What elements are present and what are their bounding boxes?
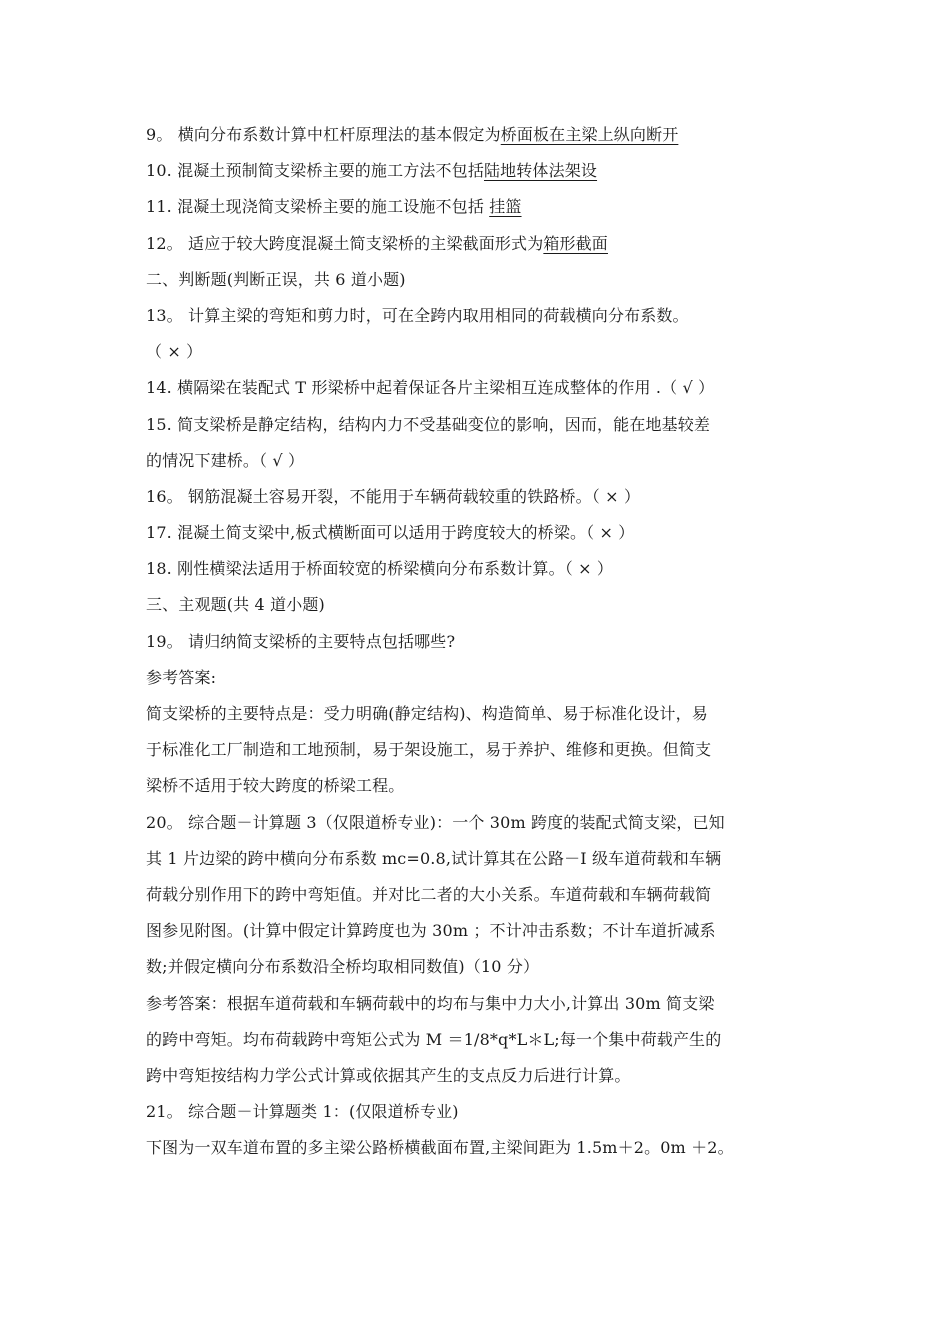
section-heading-judgment: 二、判断题(判断正误，共 6 道小题) xyxy=(146,269,406,289)
question-15-cont: 的情况下建桥。（ √ ） xyxy=(146,450,305,470)
answer-19-line-1: 简支梁桥的主要特点是：受力明确(静定结构)、构造简单、易于标准化设计，易 xyxy=(146,704,708,723)
question-20-line-2: 其 1 片边梁的跨中横向分布系数 mc=0.8,试计算其在公路－I 级车道荷载和车辆 xyxy=(146,848,722,868)
question-19: 19。 请归纳简支梁桥的主要特点包括哪些? xyxy=(146,631,456,651)
reference-answer-label: 参考答案: xyxy=(146,667,217,687)
question-16: 16。 钢筋混凝土容易开裂，不能用于车辆荷载较重的铁路桥。（ × ） xyxy=(146,486,641,506)
question-20-line-5: 数;并假定横向分布系数沿全桥均取相同数值)（10 分） xyxy=(146,957,540,977)
question-21: 21。 综合题－计算题类 1：(仅限道桥专业) xyxy=(146,1102,459,1122)
answer-20-line-2: 的跨中弯矩。均布荷载跨中弯矩公式为 M ＝1/8*q*L＊L;每一个集中荷载产生的 xyxy=(146,1029,722,1049)
question-20-line-4: 图参见附图。(计算中假定计算跨度也为 30m ；不计冲击系数；不计车道折减系 xyxy=(146,921,716,941)
question-12: 12。 适应于较大跨度混凝土简支梁桥的主梁截面形式为箱形截面 xyxy=(146,233,608,253)
question-11: 11. 混凝土现浇简支梁桥主要的施工设施不包括 挂篮 xyxy=(146,197,522,217)
answer-19-line-2: 于标准化工厂制造和工地预制，易于架设施工，易于养护、维修和更换。但简支 xyxy=(146,740,712,760)
question-18: 18. 刚性横梁法适用于桥面较宽的桥梁横向分布系数计算。（ × ） xyxy=(146,559,614,579)
question-13: 13。 计算主梁的弯矩和剪力时，可在全跨内取用相同的荷载横向分布系数。 xyxy=(146,305,689,325)
question-13-answer: （ × ） xyxy=(146,342,203,362)
question-20-line-3: 荷载分别作用下的跨中弯矩值。并对比二者的大小关系。车道荷载和车辆荷载简 xyxy=(146,884,712,904)
question-9: 9。 横向分布系数计算中杠杆原理法的基本假定为桥面板在主梁上纵向断开 xyxy=(146,125,679,144)
answer-underlined: 箱形截面 xyxy=(543,233,608,253)
section-heading-subjective: 三、主观题(共 4 道小题) xyxy=(146,595,325,615)
document-body xyxy=(146,117,816,1166)
answer-underlined: 陆地转体法架设 xyxy=(483,161,598,181)
question-20-line-1: 20。 综合题－计算题 3（仅限道桥专业)：一个 30m 跨度的装配式简支梁，已知 xyxy=(146,812,725,832)
question-15: 15. 简支梁桥是静定结构，结构内力不受基础变位的影响，因而，能在地基较差 xyxy=(146,414,711,434)
question-14: 14. 横隔梁在装配式 T 形梁桥中起着保证各片主梁相互连成整体的作用 .（ √ ） xyxy=(146,378,715,398)
question-10: 10. 混凝土预制简支梁桥主要的施工方法不包括陆地转体法架设 xyxy=(146,161,598,181)
answer-20-line-3: 跨中弯矩按结构力学公式计算或依据其产生的支点反力后进行计算。 xyxy=(146,1065,631,1085)
answer-20-line-1: 参考答案：根据车道荷载和车辆荷载中的均布与集中力大小,计算出 30m 简支梁 xyxy=(146,993,715,1013)
answer-underlined: 挂篮 xyxy=(489,197,522,217)
answer-19-line-3: 梁桥不适用于较大跨度的桥梁工程。 xyxy=(146,776,405,796)
question-17: 17. 混凝土简支梁中,板式横断面可以适用于跨度较大的桥梁。（ × ） xyxy=(146,523,635,543)
question-21-desc: 下图为一双车道布置的多主梁公路桥横截面布置,主梁间距为 1.5m＋2。0m ＋2。 xyxy=(146,1138,734,1158)
answer-underlined: 桥面板在主梁上纵向断开 xyxy=(500,125,679,144)
